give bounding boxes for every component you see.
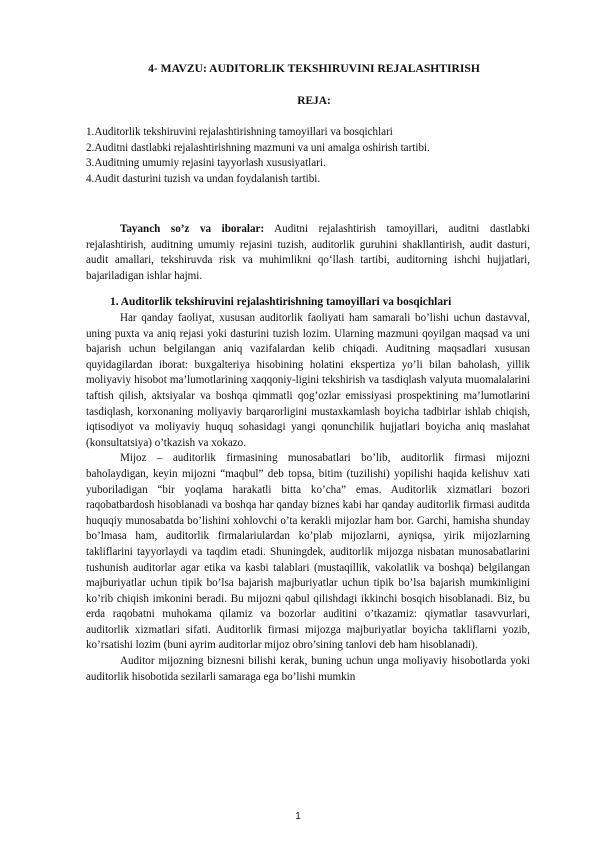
keywords-paragraph	[86, 222, 530, 284]
plan-item: 1.Auditorlik tekshiruvini rejalashtirishning tamoyillari va bosqichlari	[86, 126, 393, 138]
body-paragraph: Har qanday faoliyat, xususan auditorlik faoliyati ham samarali bo’lishi uchun dastavval, uning puxta va aniq rejasi yoki dasturini tuzish lozim. Ularning mazmuni qoyilgan maqsad va uni bajarish uchun belgilangan aniq vazifalardan kelib chiqadi. Auditning maqsadlari xususan quyidagilardan iborat: buxgalteriya hisobining holatini ekspertiza yo’li bilan baholash, yillik moliyaviy hisobot ma’lumotlarining xaqqoniy-ligini tekshirish va tasdiqlash valyuta muomalalarini taftish qilish, aktsiyalar va boshqa qimmatli qog’ozlar emissiyasi prospektining ma’lumotlarini tasdiqlash, korxonaning moliyaviy barqarorligini mustaxkamlash boyicha tadbirlar ishlab chiqish, iqtisodiyot va moliyaviy huquq sohasidagi yangi qonunchilik hujjatlari boyicha aniq maslahat (konsultatsiya) o’tkazish va xokazo.	[86, 312, 530, 449]
body-text	[86, 311, 530, 685]
section-heading: 1. Auditorlik tekshiruvini rejalashtirishning tamoyillari va bosqichlari	[110, 296, 452, 308]
document-title: 4- MAVZU: AUDITORLIK TEKSHIRUVINI REJALASHTIRISH	[148, 62, 480, 75]
page-number: 1	[295, 811, 301, 822]
keywords-label: Tayanch so’z va iboralar:	[120, 223, 265, 235]
keywords-text: Auditni rejalashtirish tamoyillari, auditni dastlabki rejalashtirish, auditning umumiy rejasini tuzish, auditorlik guruhini shakllantirish, audit dasturi, audit amallari, tekshiruvda risk va muhimlikni qo‘llash tartibi, auditorning ishchi hujjatlari, bajariladigan ishlar hajmi.	[86, 223, 530, 282]
plan-item: 2.Auditni dastlabki rejalashtirishning mazmuni va uni amalga oshirish tartibi.	[86, 141, 430, 154]
plan-list	[86, 125, 526, 187]
plan-item: 4.Audit dasturini tuzish va undan foydalanish tartibi.	[86, 172, 321, 185]
plan-item: 3.Auditning umumiy rejasini tayyorlash xususiyatlari.	[86, 157, 326, 170]
plan-heading: REJA:	[297, 95, 331, 107]
body-paragraph: Auditor mijozning biznesni bilishi kerak, buning uchun unga moliyaviy hisobotlarda yoki auditorlik hisobotida sezilarli samaraga ega bo’lishi mumkin	[86, 655, 530, 683]
keywords-block	[86, 222, 530, 284]
body-paragraph: Mijoz – auditorlik firmasining munosabatlari bo’lib, auditorlik firmasi mijozni baholaydigan, keyin mijozni “maqbul” deb topsa, bitim (tuzilishi) yopilishi haqida kelishuv xati yuboriladigan “bir yoqlama harakatli bitta ko’cha” emas. Auditorlik xizmatlari bozori raqobatbardosh hisoblanadi va boshqa har qanday biznes kabi har qanday auditorlik firmasi auditda huquqiy munosabatda bo’lishini xohlovchi o’ta kerakli mijozlar ham bor. Garchi, hamisha shunday bo’lmasa ham, auditorlik firmalariulardan ko’plab mijozlarni, ayniqsa, yirik mijozlarning takliflarini tayyorlaydi va taqdim etadi. Shuningdek, auditorlik mijozga nisbatan munosabatlarini tushunish auditorlar agar etika va kasbi talablari (mustaqillik, vakolatlik va boshqa) belgilangan majburiyatlar uchun tipik bo’lsa bajarish majburiyatlar uchun tipik bo’lsa bajarish mumkinligini ko’rib chiqish imkonini beradi. Bu mijozni qabul qilishdagi ikkinchi bosqich hisoblanadi. Biz, bu erda raqobatni muhokama qilamiz va bozorlar auditini o’tkazamiz: qiymatlar tasavvurlari, auditorlik xizmatlari sifati. Auditorlik firmasi mijozga majburiyatlar boyicha takliflarni yozib, ko’rsatishi lozim (buni ayrim auditorlar mijoz obro’sining tanlovi deb ham hisoblanadi).	[86, 452, 530, 652]
